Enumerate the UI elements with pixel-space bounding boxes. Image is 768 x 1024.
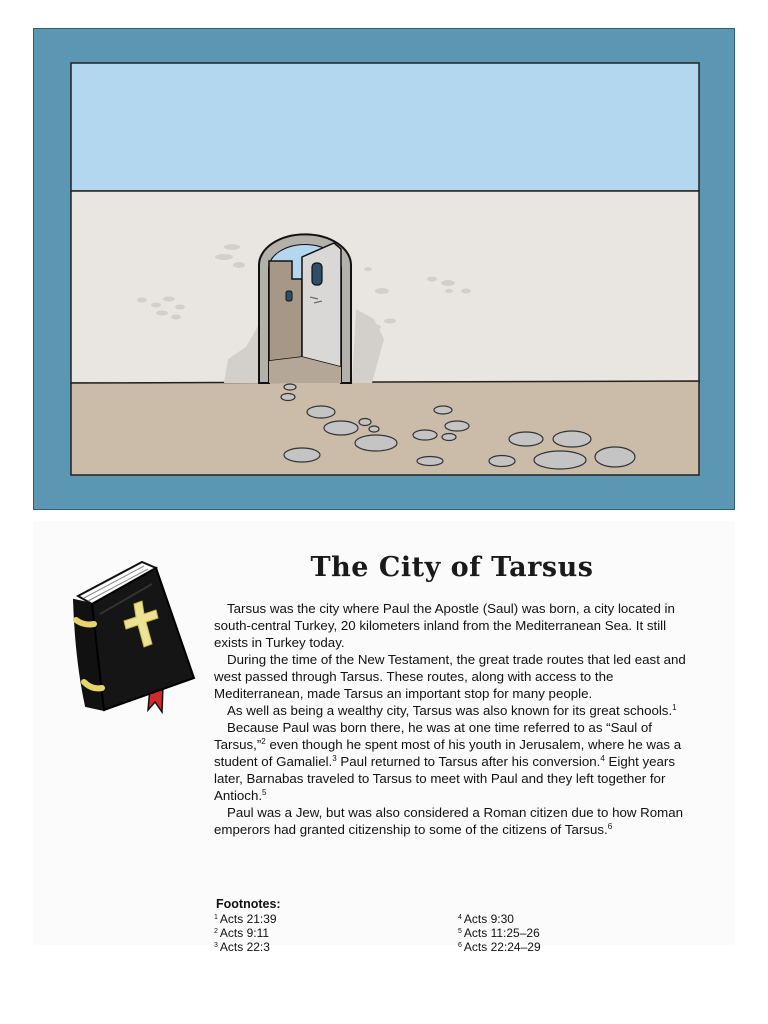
footnote-marker: 1: [672, 703, 677, 712]
footnote-item: $^6$ Acts 22:24–29: [458, 940, 541, 954]
bible-icon: [70, 560, 200, 715]
footnote-item: $^2$ Acts 9:11: [214, 926, 270, 940]
paragraph: Because Paul was born there, he was at one time referred to as “Saul of Tarsus,”$^2$ even though he spent most of his youth in Jerusalem, where he was a student of Gamaliel.$^3$ Paul returned to Tarsus after his conversion.$^4$ Eight years later, Barnabas traveled to Tarsus to meet with Paul and they left together for Antioch.$^5$: [214, 720, 682, 803]
footnotes: [214, 897, 690, 954]
footnote-marker: 6: [607, 822, 613, 831]
illustration-frame: [33, 28, 735, 510]
paragraph: As well as being a wealthy city, Tarsus was also known for its great schools.$^1$: [227, 703, 677, 718]
footnote-marker: 3: [332, 754, 337, 763]
city-wall: [71, 191, 699, 383]
paragraph: Paul was a Jew, but was also considered a Roman citizen due to how Roman emperors had granted citizenship to some of the citizens of Tarsus.$^6$: [214, 805, 684, 837]
footnote-marker: 4: [600, 754, 605, 763]
footnote-item: $^4$ Acts 9:30: [458, 912, 514, 926]
paragraph: Tarsus was the city where Paul the Apostle (Saul) was born, a city located in south-central Turkey, 20 kilometers inland from the Mediterranean Sea. It still exists in Turkey today.: [214, 601, 675, 650]
footnotes-heading: Footnotes:: [216, 897, 281, 911]
page-title: The City of Tarsus: [310, 552, 594, 583]
footnotes-list: [214, 912, 690, 954]
sky: [71, 63, 699, 191]
footnote-marker: 2: [261, 737, 266, 746]
footnote-item: $^5$ Acts 11:25–26: [458, 926, 540, 940]
article-body: [214, 600, 694, 838]
footnote-item: $^1$ Acts 21:39: [214, 912, 277, 926]
footnote-item: $^3$ Acts 22:3: [214, 940, 270, 954]
tarsus-gate-illustration: [34, 29, 736, 511]
footnote-marker: 5: [262, 788, 267, 797]
paragraph: During the time of the New Testament, the great trade routes that led east and west passed through Tarsus. These routes, along with access to the Mediterranean, made Tarsus an important stop for many people.: [214, 652, 686, 701]
